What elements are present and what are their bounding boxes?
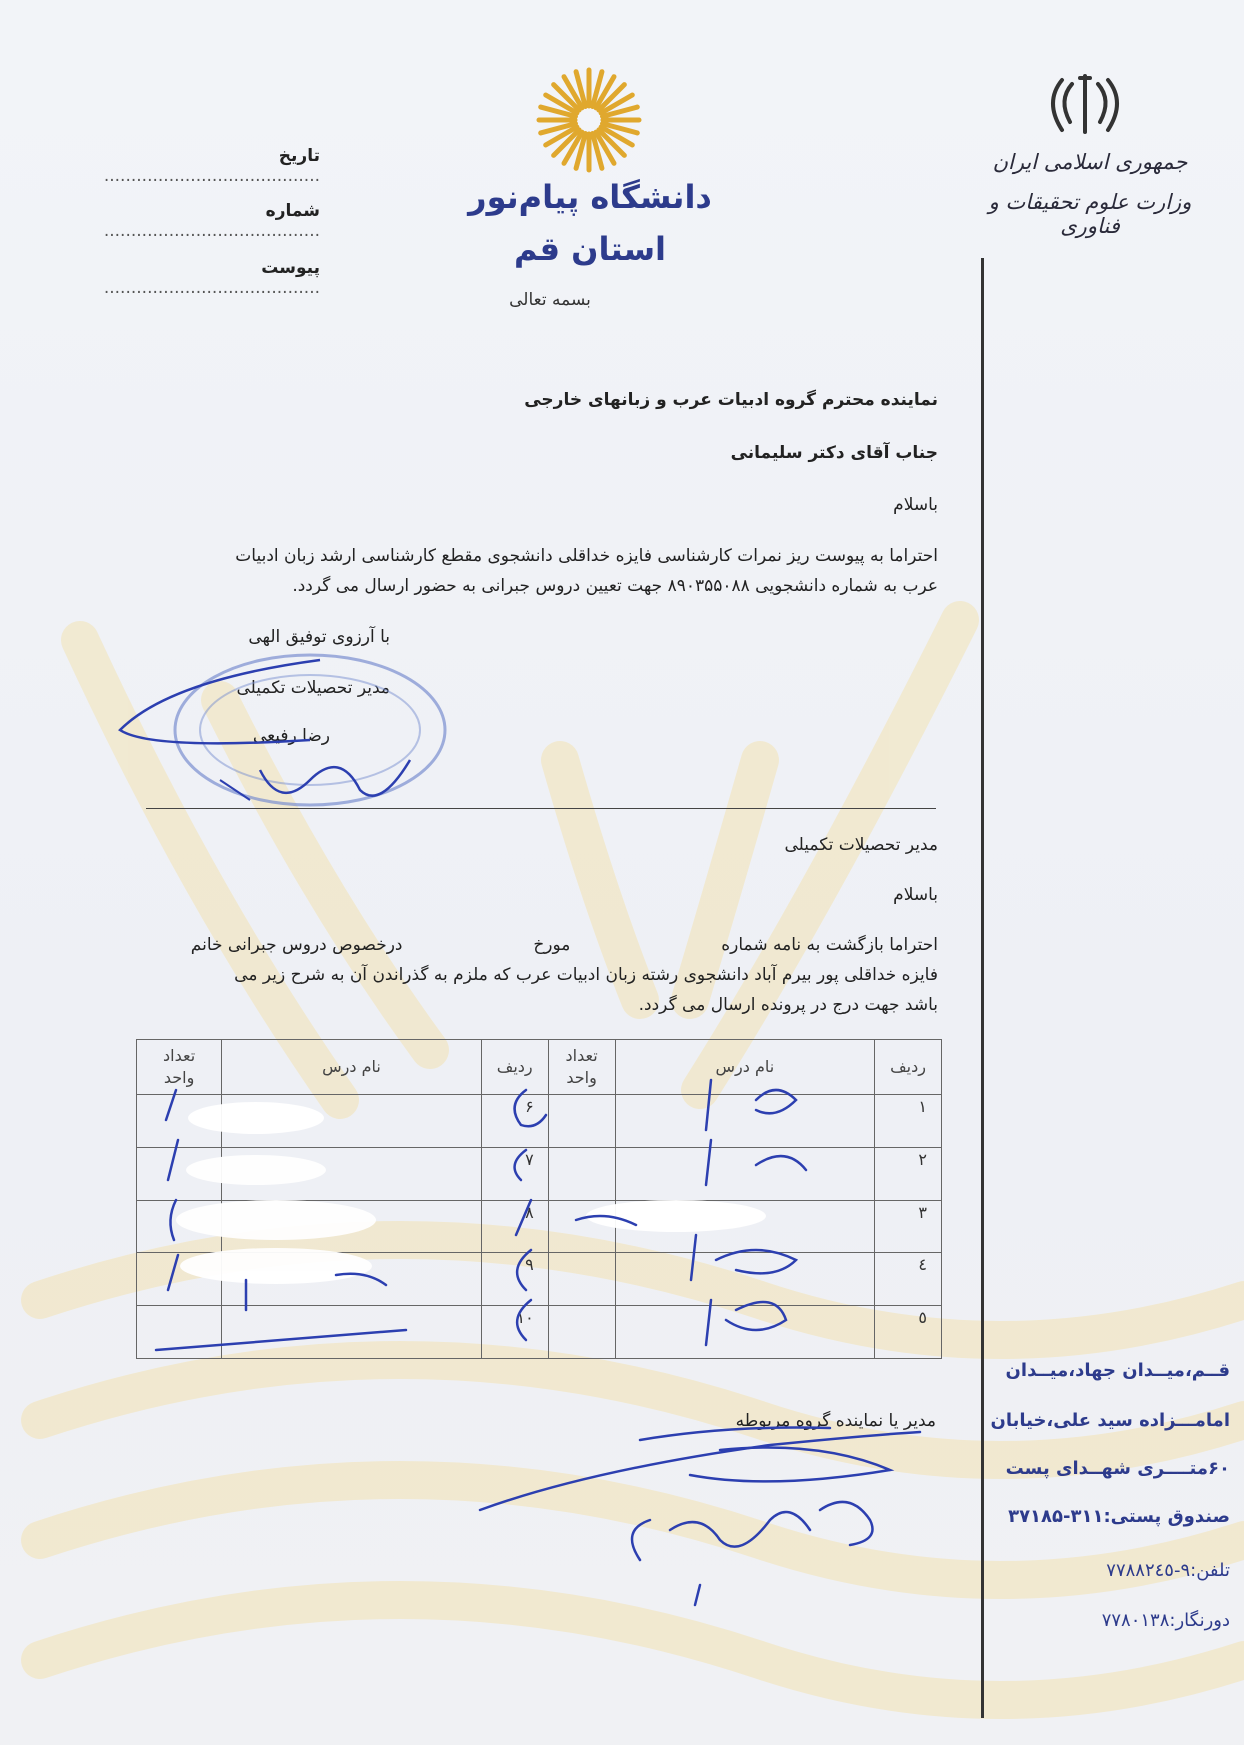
header-row-number-left: ردیف: [481, 1040, 548, 1095]
letter1-body-line1: احتراما به پیوست ریز نمرات کارشناسی فایزه خداقلی دانشجوی مقطع کارشناسی ارشد زبان ادبیات: [235, 546, 938, 566]
attachment-field: [70, 258, 320, 298]
letter2-body-line3: باشد جهت درج در پرونده ارسال می گردد.: [638, 995, 938, 1015]
row-number-cell: ۱: [875, 1095, 942, 1148]
bismillah-text: بسمه تعالی: [509, 290, 591, 310]
phone-number: تلفن:۹-۷۷۸۸۲٤٥: [1106, 1560, 1230, 1581]
stamp-signature-icon: [110, 640, 470, 820]
number-field: [70, 201, 320, 241]
row-number-cell: ۳: [875, 1200, 942, 1253]
header-course-name-right: نام درس: [615, 1040, 875, 1095]
row-number-cell: ۱۰: [481, 1306, 548, 1359]
group-signature-icon: [470, 1410, 930, 1610]
letter2-addressee: مدیر تحصیلات تکمیلی: [784, 835, 938, 855]
address-line-2: امامـــزاده سید علی،خیابان: [990, 1410, 1230, 1431]
iran-emblem-icon: [1040, 70, 1130, 140]
section-divider: [146, 808, 936, 809]
right-margin-divider: [981, 258, 984, 1718]
date-label: تاریخ: [278, 146, 320, 166]
letter1-recipient: نماینده محترم گروه ادبیات عرب و زبانهای خارجی: [524, 390, 938, 410]
university-province: استان قم: [513, 230, 666, 268]
row-number-cell: ۹: [481, 1253, 548, 1306]
row-number-cell: ٥: [875, 1306, 942, 1359]
emblem-caption-ministry: وزارت علوم تحقیقات و فناوری: [988, 190, 1192, 238]
university-name: دانشگاه پیام‌نور: [468, 178, 712, 216]
letter1-signer-title: مدیر تحصیلات تکمیلی: [236, 678, 390, 698]
address-line-1: قــم،میــدان جهاد،میــدان: [1005, 1360, 1230, 1381]
row-number-cell: ۸: [481, 1200, 548, 1253]
letter1-greeting: باسلام: [893, 495, 938, 515]
letter2-greeting: باسلام: [893, 885, 938, 905]
payame-noor-logo-icon: [535, 66, 643, 174]
letter2-signer: مدیر یا نماینده گروه مربوطه: [735, 1411, 936, 1431]
date-dots: ........................................: [103, 166, 320, 186]
table-handwriting-redactions: [136, 1070, 942, 1360]
date-field: [70, 146, 320, 186]
address-line-3: ۶۰متــــری شهــدای پست: [1005, 1458, 1230, 1479]
header-course-name-left: نام درس: [222, 1040, 482, 1095]
letter1-signer-name: رضا رفیعی: [252, 726, 330, 746]
row-number-cell: ٤: [875, 1253, 942, 1306]
letter2-body-line1: [138, 930, 938, 960]
number-label: شماره: [265, 201, 320, 221]
header-units-left: تعداد واحد: [137, 1040, 222, 1095]
postal-box: صندوق پستی:۳۱۱-۳۷۱۸۵: [1008, 1506, 1230, 1527]
row-number-cell: ۶: [481, 1095, 548, 1148]
row-number-cell: ۲: [875, 1147, 942, 1200]
header-units-right: تعداد واحد: [548, 1040, 615, 1095]
row-number-cell: ۷: [481, 1147, 548, 1200]
letter1-body-line2: عرب به شماره دانشجویی ۸۹۰۳۵۵۰۸۸ جهت تعیین دروس جبرانی به حضور ارسال می گردد.: [292, 576, 938, 596]
letter2-ref-date-label: مورخ: [533, 935, 571, 955]
letter1-closing: با آرزوی توفیق الهی: [248, 627, 390, 647]
attachment-label: پیوست: [261, 258, 320, 278]
letter2-body-line2: فایزه خداقلی پور بیرم آباد دانشجوی رشته زبان ادبیات عرب که ملزم به گذراندن آن به شرح زیر می: [234, 965, 938, 985]
header-row-number-right: ردیف: [875, 1040, 942, 1095]
fax-number: دورنگار:۷۷۸۰۱۳۸: [1101, 1610, 1230, 1631]
emblem-caption-republic: جمهوری اسلامی ایران: [992, 150, 1188, 174]
number-dots: ........................................: [103, 221, 320, 241]
letter2-ref-subject: درخصوص دروس جبرانی خانم: [190, 935, 403, 955]
attachment-dots: ........................................: [103, 278, 320, 298]
letter2-ref-number-label: احتراما بازگشت به نامه شماره: [721, 935, 938, 955]
letter1-addressee: جناب آقای دکتر سلیمانی: [730, 443, 938, 463]
